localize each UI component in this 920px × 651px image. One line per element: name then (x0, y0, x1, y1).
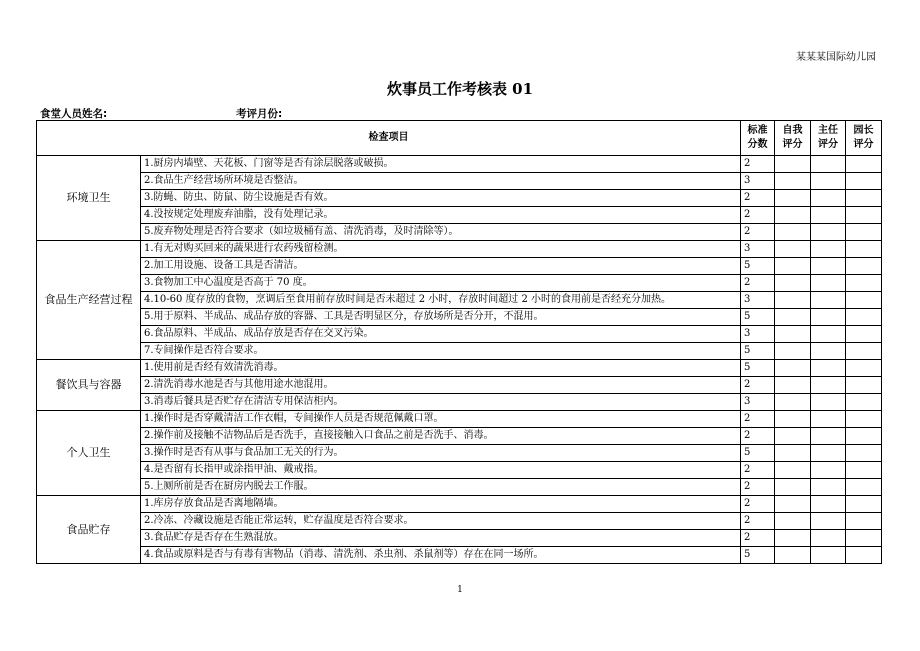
table-row (37, 326, 882, 343)
table-row (37, 411, 882, 428)
supervisor-score-cell[interactable] (811, 462, 846, 479)
table-row (37, 547, 882, 564)
page-title: 炊事员工作考核表 01 (386, 80, 534, 98)
supervisor-score-cell[interactable] (811, 547, 846, 564)
director-score-cell[interactable] (846, 445, 882, 462)
table-body (37, 156, 882, 564)
self-score-cell[interactable] (775, 445, 811, 462)
director-score-cell[interactable] (846, 156, 882, 173)
standard-score-cell: 2 (741, 479, 775, 496)
category-cell: 食品生产经营过程 (37, 241, 141, 360)
self-score-cell[interactable] (775, 207, 811, 224)
table-row (37, 377, 882, 394)
standard-score-cell: 5 (741, 258, 775, 275)
table-row (37, 445, 882, 462)
standard-score-cell: 2 (741, 207, 775, 224)
self-score-cell[interactable] (775, 156, 811, 173)
supervisor-score-cell[interactable] (811, 479, 846, 496)
director-score-cell[interactable] (846, 326, 882, 343)
supervisor-score-cell[interactable] (811, 190, 846, 207)
table-row (37, 258, 882, 275)
review-month-label: 考评月份: (236, 108, 283, 120)
table-row (37, 428, 882, 445)
self-score-cell[interactable] (775, 258, 811, 275)
standard-score-cell: 5 (741, 445, 775, 462)
director-score-cell[interactable] (846, 309, 882, 326)
self-score-cell[interactable] (775, 292, 811, 309)
category-cell: 个人卫生 (37, 411, 141, 496)
check-item-text: 4.没按规定处理废弃油脂，没有处理记录。 (141, 207, 741, 224)
self-score-cell[interactable] (775, 428, 811, 445)
self-score-cell[interactable] (775, 530, 811, 547)
check-item-text: 1.使用前是否经有效清洗消毒。 (141, 360, 741, 377)
check-item-text: 1.厨房内墙壁、天花板、门窗等是否有涂层脱落或破损。 (141, 156, 741, 173)
header-standard-score: 标准分数 (741, 121, 775, 156)
director-score-cell[interactable] (846, 190, 882, 207)
director-score-cell[interactable] (846, 496, 882, 513)
check-item-text: 1.操作时是否穿戴清洁工作衣帽，专间操作人员是否规范佩戴口罩。 (141, 411, 741, 428)
staff-name-label: 食堂人员姓名: (40, 108, 108, 120)
standard-score-cell: 5 (741, 309, 775, 326)
check-item-text: 5.上厕所前是否在厨房内脱去工作服。 (141, 479, 741, 496)
supervisor-score-cell[interactable] (811, 360, 846, 377)
table-row (37, 462, 882, 479)
self-score-cell[interactable] (775, 513, 811, 530)
table-row (37, 292, 882, 309)
table-row (37, 513, 882, 530)
standard-score-cell: 2 (741, 224, 775, 241)
self-score-cell[interactable] (775, 241, 811, 258)
check-item-text: 2.加工用设施、设备工具是否清洁。 (141, 258, 741, 275)
check-item-text: 2.食品生产经营场所环境是否整洁。 (141, 173, 741, 190)
assessment-table (36, 120, 882, 564)
standard-score-cell: 2 (741, 275, 775, 292)
director-score-cell[interactable] (846, 530, 882, 547)
director-score-cell[interactable] (846, 377, 882, 394)
table-row (37, 479, 882, 496)
standard-score-cell: 3 (741, 241, 775, 258)
supervisor-score-cell[interactable] (811, 156, 846, 173)
supervisor-score-cell[interactable] (811, 173, 846, 190)
self-score-cell[interactable] (775, 190, 811, 207)
self-score-cell[interactable] (775, 479, 811, 496)
table-row (37, 207, 882, 224)
standard-score-cell: 3 (741, 394, 775, 411)
check-item-text: 1.库房存放食品是否离地隔墙。 (141, 496, 741, 513)
check-item-text: 2.操作前及接触不洁物品后是否洗手，直接接触入口食品之前是否洗手、消毒。 (141, 428, 741, 445)
check-item-text: 3.操作时是否有从事与食品加工无关的行为。 (141, 445, 741, 462)
self-score-cell[interactable] (775, 309, 811, 326)
director-score-cell[interactable] (846, 411, 882, 428)
self-score-cell[interactable] (775, 411, 811, 428)
header-item: 检查项目 (37, 121, 741, 156)
check-item-text: 2.冷冻、冷藏设施是否能正常运转，贮存温度是否符合要求。 (141, 513, 741, 530)
director-score-cell[interactable] (846, 513, 882, 530)
table-row (37, 156, 882, 173)
self-score-cell[interactable] (775, 275, 811, 292)
director-score-cell[interactable] (846, 275, 882, 292)
header-supervisor-score: 主任评分 (811, 121, 846, 156)
supervisor-score-cell[interactable] (811, 428, 846, 445)
table-row (37, 190, 882, 207)
table-row (37, 530, 882, 547)
check-item-text: 5.用于原料、半成品、成品存放的容器、工具是否明显区分，存放场所是否分开，不混用。 (141, 309, 741, 326)
check-item-text: 3.防蝇、防虫、防鼠、防尘设施是否有效。 (141, 190, 741, 207)
page-number: 1 (457, 585, 463, 595)
director-score-cell[interactable] (846, 173, 882, 190)
supervisor-score-cell[interactable] (811, 241, 846, 258)
check-item-text: 7.专间操作是否符合要求。 (141, 343, 741, 360)
standard-score-cell: 2 (741, 377, 775, 394)
standard-score-cell: 5 (741, 547, 775, 564)
check-item-text: 6.食品原料、半成品、成品存放是否存在交叉污染。 (141, 326, 741, 343)
standard-score-cell: 2 (741, 513, 775, 530)
supervisor-score-cell[interactable] (811, 343, 846, 360)
supervisor-score-cell[interactable] (811, 513, 846, 530)
header-director-score: 园长评分 (846, 121, 882, 156)
director-score-cell[interactable] (846, 292, 882, 309)
self-score-cell[interactable] (775, 360, 811, 377)
standard-score-cell: 3 (741, 292, 775, 309)
standard-score-cell: 2 (741, 530, 775, 547)
director-score-cell[interactable] (846, 224, 882, 241)
director-score-cell[interactable] (846, 207, 882, 224)
director-score-cell[interactable] (846, 428, 882, 445)
supervisor-score-cell[interactable] (811, 326, 846, 343)
header-self-score: 自我评分 (775, 121, 811, 156)
self-score-cell[interactable] (775, 377, 811, 394)
table-row (37, 173, 882, 190)
supervisor-score-cell[interactable] (811, 496, 846, 513)
supervisor-score-cell[interactable] (811, 377, 846, 394)
check-item-text: 5.废弃物处理是否符合要求（如垃圾桶有盖、清洗消毒，及时清除等）。 (141, 224, 741, 241)
standard-score-cell: 2 (741, 190, 775, 207)
standard-score-cell: 3 (741, 326, 775, 343)
director-score-cell[interactable] (846, 462, 882, 479)
director-score-cell[interactable] (846, 258, 882, 275)
table-row (37, 224, 882, 241)
check-item-text: 4.10-60 度存放的食物，烹调后至食用前存放时间是否未超过 2 小时，存放时间超过 2 小时的食用前是否经充分加热。 (141, 292, 741, 309)
organization-name: 某某某国际幼儿园 (796, 52, 876, 63)
standard-score-cell: 2 (741, 428, 775, 445)
standard-score-cell: 2 (741, 462, 775, 479)
category-cell: 环境卫生 (37, 156, 141, 241)
supervisor-score-cell[interactable] (811, 445, 846, 462)
self-score-cell[interactable] (775, 496, 811, 513)
supervisor-score-cell[interactable] (811, 207, 846, 224)
standard-score-cell: 2 (741, 156, 775, 173)
standard-score-cell: 5 (741, 343, 775, 360)
check-item-text: 4.食品或原料是否与有毒有害物品（消毒、清洗剂、杀虫剂、杀鼠剂等）存在在同一场所。 (141, 547, 741, 564)
table-row (37, 343, 882, 360)
standard-score-cell: 2 (741, 496, 775, 513)
self-score-cell[interactable] (775, 462, 811, 479)
supervisor-score-cell[interactable] (811, 411, 846, 428)
supervisor-score-cell[interactable] (811, 530, 846, 547)
header-row (37, 121, 882, 156)
supervisor-score-cell[interactable] (811, 309, 846, 326)
table-row (37, 309, 882, 326)
supervisor-score-cell[interactable] (811, 224, 846, 241)
check-item-text: 3.食品贮存是否存在生熟混放。 (141, 530, 741, 547)
director-score-cell[interactable] (846, 479, 882, 496)
standard-score-cell: 2 (741, 411, 775, 428)
check-item-text: 2.清洗消毒水池是否与其他用途水池混用。 (141, 377, 741, 394)
director-score-cell[interactable] (846, 241, 882, 258)
table-row (37, 394, 882, 411)
director-score-cell[interactable] (846, 394, 882, 411)
table-row (37, 360, 882, 377)
table-row (37, 241, 882, 258)
category-cell: 食品贮存 (37, 496, 141, 564)
category-cell: 餐饮具与容器 (37, 360, 141, 411)
check-item-text: 1.有无对购买回来的蔬果进行农药残留检测。 (141, 241, 741, 258)
table-row (37, 496, 882, 513)
self-score-cell[interactable] (775, 224, 811, 241)
table-row (37, 275, 882, 292)
supervisor-score-cell[interactable] (811, 275, 846, 292)
standard-score-cell: 3 (741, 173, 775, 190)
check-item-text: 3.消毒后餐具是否贮存在清洁专用保洁柜内。 (141, 394, 741, 411)
director-score-cell[interactable] (846, 547, 882, 564)
self-score-cell[interactable] (775, 394, 811, 411)
self-score-cell[interactable] (775, 547, 811, 564)
self-score-cell[interactable] (775, 173, 811, 190)
self-score-cell[interactable] (775, 343, 811, 360)
director-score-cell[interactable] (846, 360, 882, 377)
supervisor-score-cell[interactable] (811, 292, 846, 309)
check-item-text: 3.食物加工中心温度是否高于 70 度。 (141, 275, 741, 292)
self-score-cell[interactable] (775, 326, 811, 343)
supervisor-score-cell[interactable] (811, 258, 846, 275)
check-item-text: 4.是否留有长指甲或涂指甲油、戴戒指。 (141, 462, 741, 479)
supervisor-score-cell[interactable] (811, 394, 846, 411)
standard-score-cell: 5 (741, 360, 775, 377)
director-score-cell[interactable] (846, 343, 882, 360)
